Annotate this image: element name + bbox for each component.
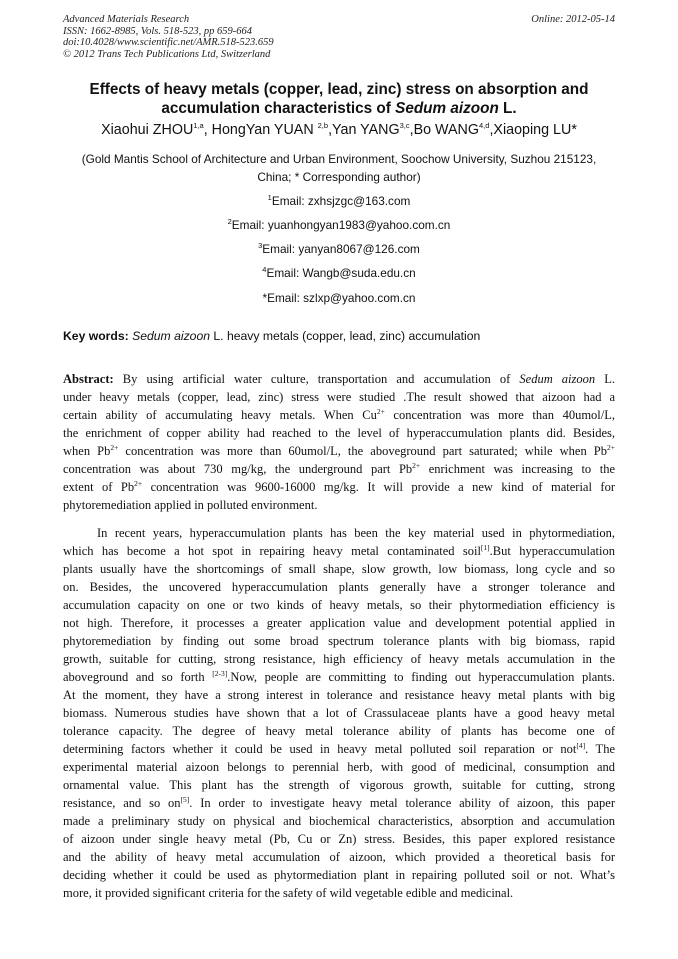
author: Bo WANG — [413, 122, 479, 138]
issn-line: ISSN: 1662-8985, Vols. 518-523, pp 659-664 — [63, 25, 252, 37]
copyright-line: © 2012 Trans Tech Publications Ltd, Switzerland — [63, 48, 271, 60]
author: HongYan YUAN — [211, 122, 318, 138]
author: Yan YANG — [332, 122, 400, 138]
keywords: Key words: Sedum aizoon L. heavy metals (copper, lead, zinc) accumulation — [63, 329, 481, 343]
title-line-1: Effects of heavy metals (copper, lead, zinc) stress on absorption and — [89, 81, 589, 98]
paper-title — [60, 80, 618, 118]
email-line: *Email: szlxp@yahoo.com.cn — [262, 291, 416, 305]
email-line: $^1$Email: zxhsjzgc@163.com — [267, 193, 411, 208]
keywords-label: Key words: — [63, 329, 129, 343]
abstract: Abstract: By using artificial water culture, transportation and accumulation of Sedum aizoon L. under heavy metals (copper, lead, zinc) stress were studied .The result showed that aizoon had a certain ability of accumulating heavy metals. When $Cu^{2+}$ concentration was more than 40umol/L, the enrichment of copper ability had reached to the level of hyperaccumulation plants did. Besides, when $Pb^{2+}$ concentration was more than 60umol/L, the aboveground part saturated; while when $Pb^{2+}$ concentration was about 730 mg/kg, the underground part $Pb^{2+}$ enrichment was increasing to the extent of $Pb^{2+}$ concentration was 9600-16000 mg/kg. It will provide a new kind of material for phytoremediation applied in polluted environment. — [63, 372, 616, 512]
affiliation: (Gold Mantis School of Architecture and Urban Environment, Soochow University, Suzhou 215123, China; * Corresponding author) — [81, 152, 597, 184]
email-line: $^3$Email: yanyan8067@126.com — [258, 241, 420, 256]
author: Xiaoping LU* — [493, 122, 577, 138]
body-lines: which has become a hot spot in repairing heavy metal contaminated soil[1].But hyperaccumulation plants usually have the shortcomings of small shape, slow growth, low biomass, long cycle and so on. Besides, the uncovered hyperaccumulation plants generally have a stronger tolerance and accumulation capacity on one or two kinds of heavy metals, so their phytormediation efficiency is not high. Therefore, it processes a greater application value and development potential applied in phytoremediation by finding out some broad spectrum tolerance plants with big biomass, rapid growth, suitable for cutting, strong resistance, high efficiency of heavy metals accumulation in the aboveground and so forth [2-3].Now, people are committing to finding out hyperaccumulation plants. At the moment, they have a strong interest in tolerance and resistance heavy metal plants with big biomass. Numerous studies have shown that a lot of Crassulaceae plants have a good heavy metal tolerance capacity. The degree of heavy metal tolerance ability of plants has become one of determining factors whether it could be used in heavy metal polluted soil reparation or not[4]. The experimental material aizoon belongs to perennial herb, with good of medicinal, consumption and ornamental value. This plant has the strength of vigorous growth, suitable for cutting, strong resistance, and so on[5]. In order to investigate heavy metal tolerance ability of aizoon, this paper made a preliminary study on physical and biochemical characteristics, absorption and accumulation of aizoon under single heavy metal (Pb, Cu or Zn) stress. Besides, this paper explored resistance and the ability of heavy metal accumulation of aizoon, which provided a theoretical basis for deciding whether it could be used as phytormediation plant in repairing polluted soil or not. What’s more, it provided significant criteria for the safety of wild vegetable edible and medicinal. — [63, 542, 615, 900]
email-line: $^2$Email: yuanhongyan1983@yahoo.com.cn — [227, 217, 451, 232]
journal-name: Advanced Materials Research — [63, 14, 190, 25]
abstract-label: Abstract: — [63, 372, 114, 386]
title-line-2: accumulation characteristics of Sedum aizoon L. — [161, 100, 517, 117]
doi-line: doi:10.4028/www.scientific.net/AMR.518-523.659 — [63, 37, 274, 48]
author: Xiaohui ZHOU — [101, 122, 194, 138]
page-header — [63, 14, 615, 60]
online-date: Online: 2012-05-14 — [531, 14, 615, 25]
email-line: $^4$Email: Wangb@suda.edu.cn — [262, 265, 416, 280]
author-list: Xiaohui ZHOU$^{1,a}$, HongYan YUAN $^{2,b}$,Yan YANG$^{3,c}$,Bo WANG$^{4,d}$,Xiaoping LU* — [101, 121, 577, 138]
title-species: Sedum aizoon — [395, 100, 499, 117]
